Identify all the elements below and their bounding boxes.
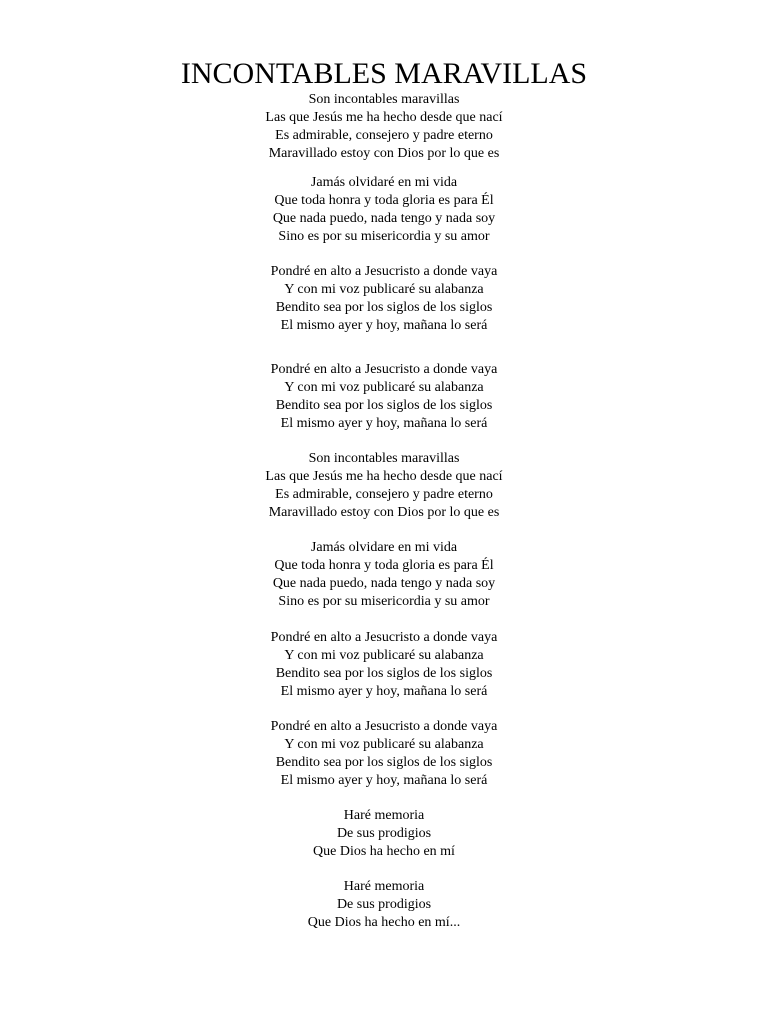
lyric-line: Que Dios ha hecho en mí...	[307, 914, 461, 930]
lyric-line: Y con mi voz publicaré su alabanza	[284, 281, 484, 297]
lyric-line: Bendito sea por los siglos de los siglos	[275, 754, 493, 770]
lyric-line: Bendito sea por los siglos de los siglos	[275, 665, 493, 681]
lyric-line: Haré memoria	[343, 808, 425, 823]
lyric-line: El mismo ayer y hoy, mañana lo será	[280, 317, 488, 333]
lyric-line: Bendito sea por los siglos de los siglos	[275, 397, 493, 413]
lyric-line: El mismo ayer y hoy, mañana lo será	[280, 683, 488, 699]
lyric-line: Pondré en alto a Jesucristo a donde vaya	[270, 362, 498, 377]
lyric-line: Y con mi voz publicaré su alabanza	[284, 736, 484, 752]
lyric-line: Jamás olvidaré en mi vida	[310, 175, 458, 190]
lyric-line: Que Dios ha hecho en mí	[313, 843, 455, 859]
lyric-line: Pondré en alto a Jesucristo a donde vaya	[270, 630, 498, 645]
lyric-line: Jamás olvidare en mi vida	[310, 540, 458, 555]
lyric-line: Pondré en alto a Jesucristo a donde vaya	[270, 719, 498, 734]
lyric-line: Es admirable, consejero y padre eterno	[275, 486, 493, 502]
lyric-line: Pondré en alto a Jesucristo a donde vaya	[270, 264, 498, 279]
lyric-line: Que nada puedo, nada tengo y nada soy	[272, 210, 496, 226]
lyric-line: Son incontables maravillas	[308, 92, 460, 107]
stanza-7	[0, 629, 768, 701]
song-title: INCONTABLES MARAVILLAS	[180, 57, 588, 90]
lyric-line: Que toda honra y toda gloria es para Él	[274, 557, 494, 573]
lyric-line: El mismo ayer y hoy, mañana lo será	[280, 772, 488, 788]
lyric-line: Son incontables maravillas	[308, 451, 460, 466]
lyric-line: Que nada puedo, nada tengo y nada soy	[272, 575, 496, 591]
lyric-line: Es admirable, consejero y padre eterno	[275, 127, 493, 143]
lyric-line: El mismo ayer y hoy, mañana lo será	[280, 415, 488, 431]
lyric-line: Bendito sea por los siglos de los siglos	[275, 299, 493, 315]
lyric-line: Maravillado estoy con Dios por lo que es	[268, 145, 500, 161]
stanza-9	[0, 807, 768, 861]
stanza-10	[0, 878, 768, 932]
lyric-line: Haré memoria	[343, 879, 425, 894]
lyric-line: Y con mi voz publicaré su alabanza	[284, 647, 484, 663]
lyric-line: Sino es por su misericordia y su amor	[278, 228, 490, 244]
stanza-1	[0, 91, 768, 163]
lyric-line: Las que Jesús me ha hecho desde que nací	[265, 468, 503, 484]
stanza-2	[0, 174, 768, 246]
stanza-8	[0, 718, 768, 790]
lyric-line: Sino es por su misericordia y su amor	[278, 593, 490, 609]
stanza-4	[0, 361, 768, 433]
lyric-line: De sus prodigios	[336, 896, 432, 912]
lyric-line: De sus prodigios	[336, 825, 432, 841]
stanza-3	[0, 263, 768, 335]
stanza-6	[0, 539, 768, 611]
lyric-line: Que toda honra y toda gloria es para Él	[274, 192, 494, 208]
lyric-line: Maravillado estoy con Dios por lo que es	[268, 504, 500, 520]
stanza-5	[0, 450, 768, 522]
lyric-line: Y con mi voz publicaré su alabanza	[284, 379, 484, 395]
lyric-line: Las que Jesús me ha hecho desde que nací	[265, 109, 503, 125]
